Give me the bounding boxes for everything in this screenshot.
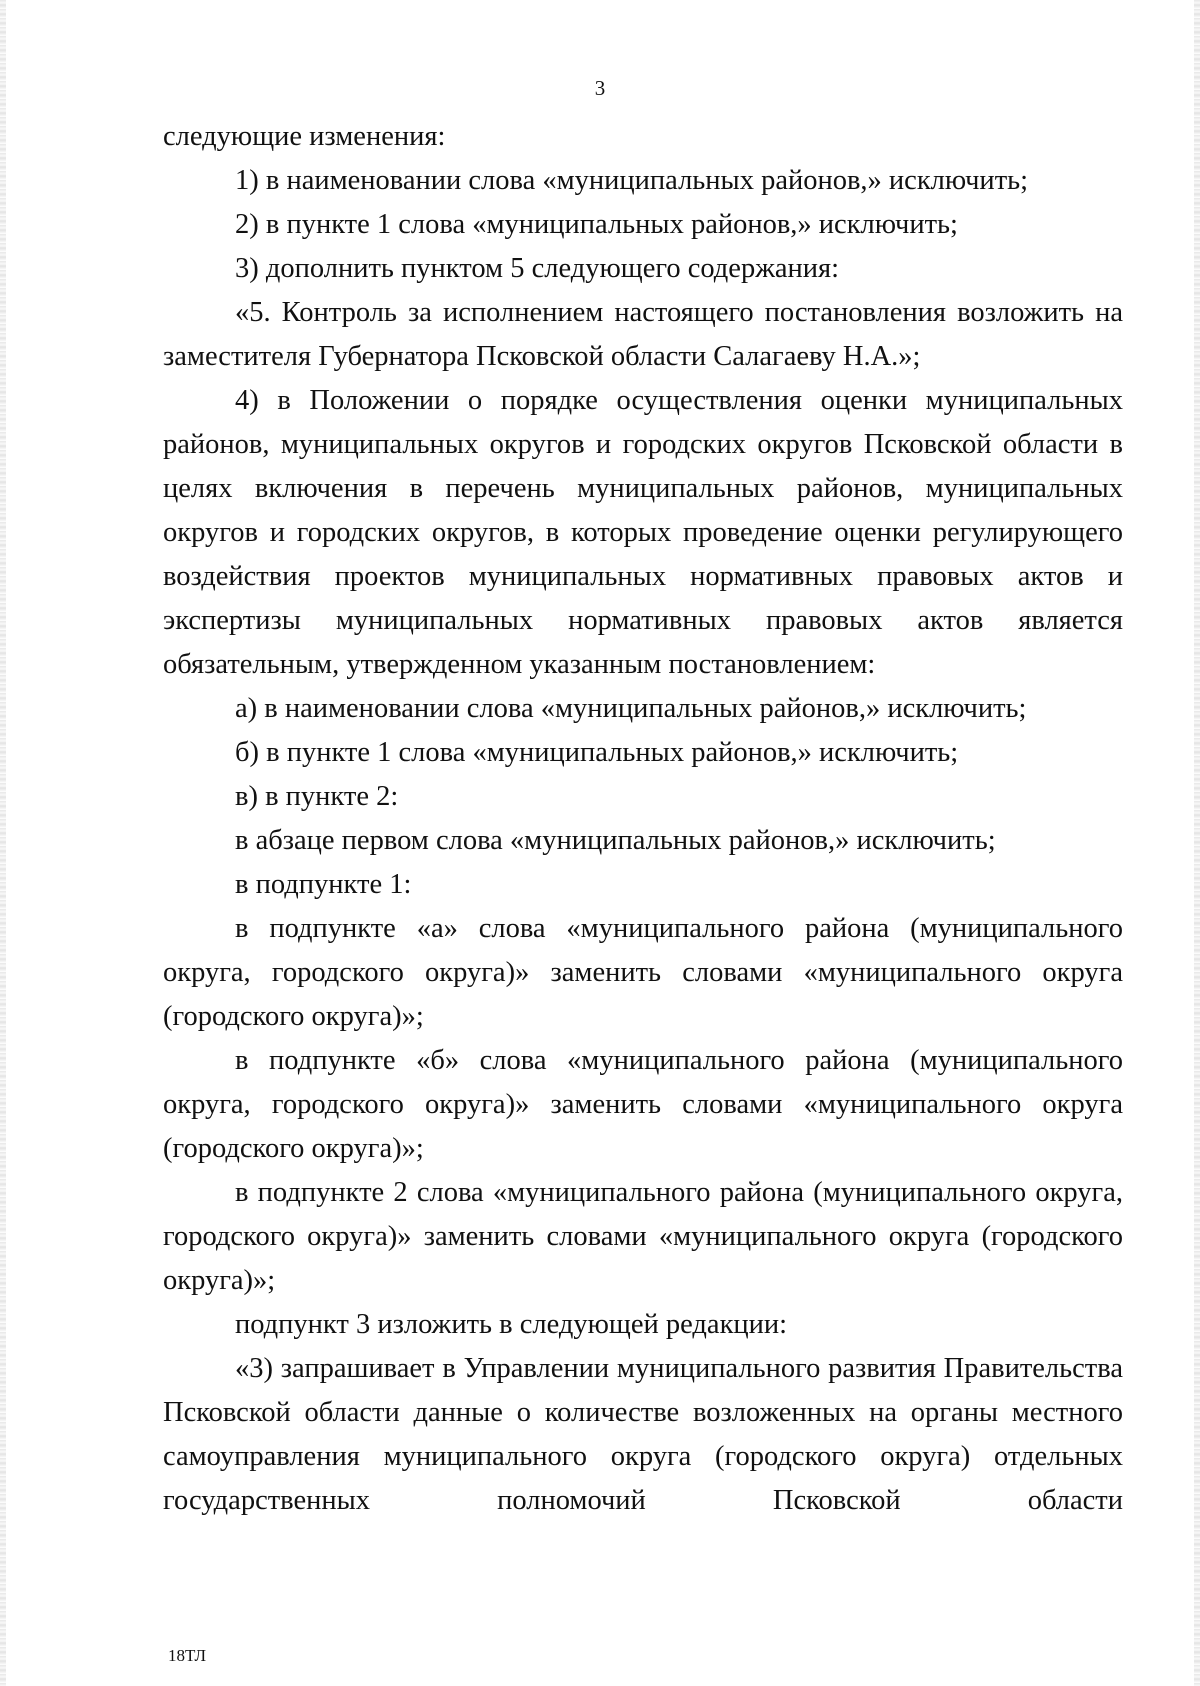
scan-edge-left [0,0,6,1686]
page-number: 3 [594,76,606,100]
footer-code: 18ТЛ [168,1646,207,1665]
paragraph-subpoint-b: в подпункте «б» слова «муниципального района (муниципального округа, городского округа)» заменить словами «муниципального округа (городского округа)»; [163,1045,1123,1164]
paragraph-first-abzac: в абзаце первом слова «муниципальных районов,» исключить; [235,825,996,856]
scan-edge-right [1194,0,1200,1686]
paragraph-item-2: 2) в пункте 1 слова «муниципальных районов,» исключить; [235,209,958,240]
paragraph-item-4: 4) в Положении о порядке осуществления оценки муниципальных районов, муниципальных округов и городских округов Псковской области в целях включения в перечень муниципальных районов, муниципальных округов и городских округов, в которых проведение оценки регулирующего воздействия проектов муниципальных нормативных правовых актов и экспертизы муниципальных нормативных правовых актов является обязательным, утвержденном указанным постановлением: [163,385,1123,680]
paragraph-subpoint-3-text: «3) запрашивает в Управлении муниципального развития Правительства Псковской области данные о количестве возложенных на органы местного самоуправления муниципального округа (городского округа) отдельных государственных полномочий Псковской области [163,1353,1123,1516]
paragraph-item-3: 3) дополнить пунктом 5 следующего содержания: [235,253,840,284]
paragraph-item-1: 1) в наименовании слова «муниципальных районов,» исключить; [235,165,1029,196]
paragraph-subpoint-1: в подпункте 1: [235,869,412,900]
paragraph-item-5-text: «5. Контроль за исполнением настоящего постановления возложить на заместителя Губернатора Псковской области Салагаеву Н.А.»; [163,297,1123,372]
paragraph-subitem-v: в) в пункте 2: [235,781,399,812]
document-body [163,115,1123,1523]
paragraph-subitem-b: б) в пункте 1 слова «муниципальных районов,» исключить; [235,737,959,768]
paragraph-intro: следующие изменения: [163,121,446,152]
paragraph-subpoint-2: в подпункте 2 слова «муниципального района (муниципального округа, городского округа)» заменить словами «муниципального округа (городского округа)»; [163,1177,1123,1296]
paragraph-subpoint-3-intro: подпункт 3 изложить в следующей редакции: [235,1309,788,1340]
paragraph-subpoint-a: в подпункте «а» слова «муниципального района (муниципального округа, городского округа)» заменить словами «муниципального округа (городского округа)»; [163,913,1123,1032]
paragraph-subitem-a: а) в наименовании слова «муниципальных районов,» исключить; [235,693,1027,724]
